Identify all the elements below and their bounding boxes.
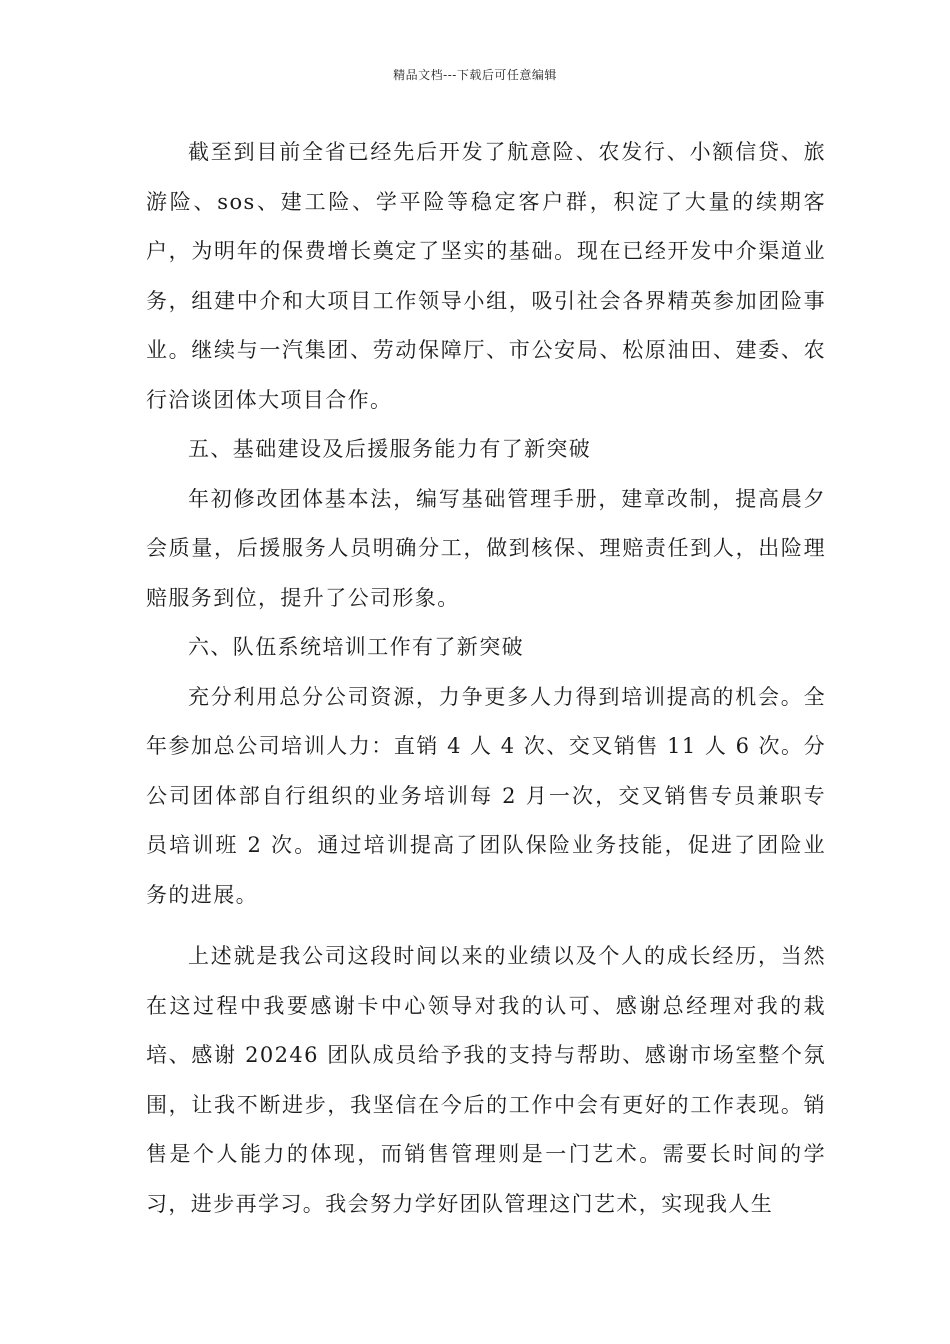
paragraph-training: 充分利用总分公司资源，力争更多人力得到培训提高的机会。全年参加总公司培训人力：直销 4 人 4 次、交叉销售 11 人 6 次。分公司团体部自行组织的业务培训每 2 月一次，交叉销售专员兼职专员培训班 2 次。通过培训提高了团队保险业务技能，促进了团险业务的进展。 (146, 684, 826, 907)
paragraph-infrastructure: 年初修改团体基本法，编写基础管理手册，建章改制，提高晨夕会质量，后援服务人员明确分工，做到核保、理赔责任到人，出险理赔服务到位，提升了公司形象。 (146, 486, 826, 610)
document-body (146, 128, 826, 1229)
paragraph-client-development: 截至到目前全省已经先后开发了航意险、农发行、小额信贷、旅游险、sos、建工险、学平险等稳定客户群，积淀了大量的续期客户，为明年的保费增长奠定了坚实的基础。现在已经开发中介渠道业务，组建中介和大项目工作领导小组，吸引社会各界精英参加团险事业。继续与一汽集团、劳动保障厅、市公安局、松原油田、建委、农行洽谈团体大项目合作。 (146, 140, 826, 412)
page-header: 精品文档---下载后可任意编辑 (393, 68, 557, 82)
section-heading-5: 五、基础建设及后援服务能力有了新突破 (188, 437, 592, 461)
paragraph-summary: 上述就是我公司这段时间以来的业绩以及个人的成长经历，当然在这过程中我要感谢卡中心领导对我的认可、感谢总经理对我的栽培、感谢 20246 团队成员给予我的支持与帮助、感谢市场室整个氛围，让我不断进步，我坚信在今后的工作中会有更好的工作表现。销售是个人能力的体现，而销售管理则是一门艺术。需要长时间的学习，进步再学习。我会努力学好团队管理这门艺术，实现我人生 (146, 944, 826, 1216)
paragraph-spacer (146, 920, 826, 932)
section-heading-6: 六、队伍系统培训工作有了新突破 (188, 635, 524, 659)
